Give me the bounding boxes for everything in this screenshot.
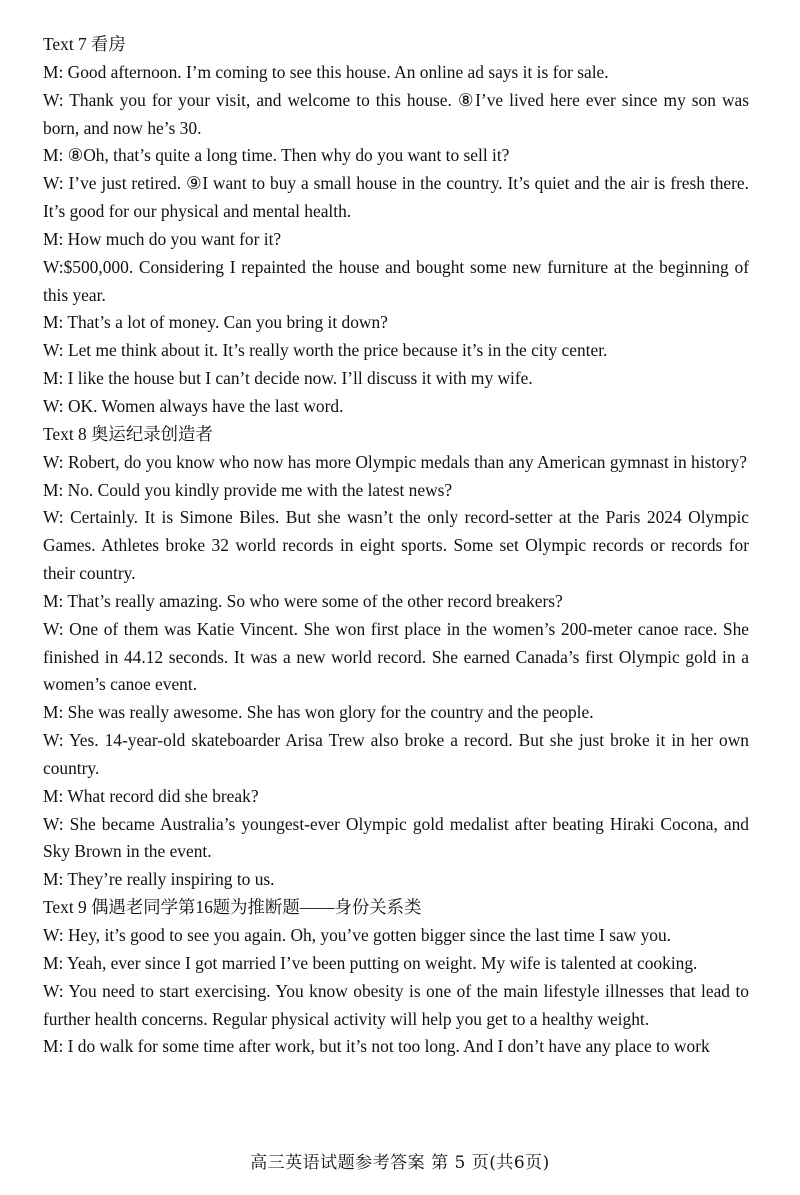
dialogue-line: M: ⑧Oh, that’s quite a long time. Then why do you want to sell it? bbox=[43, 145, 510, 166]
dialogue-line: M: That’s really amazing. So who were some of the other record breakers? bbox=[43, 590, 563, 611]
listening-transcript bbox=[43, 31, 749, 1061]
dialogue-line: M: They’re really inspiring to us. bbox=[43, 869, 275, 890]
dialogue-line: M: Yeah, ever since I got married I’ve been putting on weight. My wife is talented at cooking. bbox=[43, 952, 698, 973]
dialogue-line: M: What record did she break? bbox=[43, 785, 259, 806]
dialogue-line: W: OK. Women always have the last word. bbox=[43, 395, 344, 416]
dialogue-line: W: One of them was Katie Vincent. She won first place in the women’s 200-meter canoe race. She finished in 44.12 seconds. It was a new world record. She earned Canada’s first Olympic gold in a women’s canoe event. bbox=[43, 618, 749, 695]
dialogue-line: M: She was really awesome. She has won glory for the country and the people. bbox=[43, 702, 594, 723]
dialogue-line: W: Let me think about it. It’s really worth the price because it’s in the city center. bbox=[43, 340, 608, 361]
dialogue-line: W: She became Australia’s youngest-ever Olympic gold medalist after beating Hiraki Cocona, and Sky Brown in the event. bbox=[43, 813, 749, 862]
dialogue-line: W: Yes. 14-year-old skateboarder Arisa Trew also broke a record. But she just broke it in her own country. bbox=[43, 730, 749, 778]
dialogue-line: M: That’s a lot of money. Can you bring it down? bbox=[43, 312, 388, 333]
dialogue-line: W: You need to start exercising. You know obesity is one of the main lifestyle illnesses that lead to further health concerns. Regular physical activity will help you get to a healthy weight. bbox=[43, 980, 749, 1029]
dialogue-line: W: Robert, do you know who now has more Olympic medals than any American gymnast in history? bbox=[43, 451, 748, 472]
dialogue-line: W: I’ve just retired. ⑨I want to buy a small house in the country. It’s quiet and the air is fresh there. It’s good for our physical and mental health. bbox=[43, 173, 749, 222]
dialogue-line: W: Hey, it’s good to see you again. Oh, you’ve gotten bigger since the last time I saw you. bbox=[43, 925, 672, 945]
dialogue-line: W: Certainly. It is Simone Biles. But she wasn’t the only record-setter at the Paris 2024 Olympic Games. Athletes broke 32 world records in eight sports. Some set Olympic records or records for their country. bbox=[43, 507, 749, 584]
dialogue-line: M: Good afternoon. I’m coming to see this house. An online ad says it is for sale. bbox=[43, 61, 609, 82]
text7-heading: Text 7 看房 bbox=[43, 34, 126, 54]
dialogue-line: W:$500,000. Considering I repainted the house and bought some new furniture at the beginning of this year. bbox=[43, 256, 749, 305]
text8-heading: Text 8 奥运纪录创造者 bbox=[43, 423, 213, 444]
page-footer: 高三英语试题参考答案 第 5 页(共6页) bbox=[250, 1153, 550, 1173]
dialogue-line: M: How much do you want for it? bbox=[43, 228, 282, 249]
dialogue-line: M: No. Could you kindly provide me with the latest news? bbox=[43, 479, 453, 500]
text9-heading: Text 9 偶遇老同学第16题为推断题——身份关系类 bbox=[43, 897, 422, 918]
dialogue-line: M: I do walk for some time after work, but it’s not too long. And I don’t have any place to work bbox=[43, 1036, 710, 1057]
dialogue-line: W: Thank you for your visit, and welcome to this house. ⑧I’ve lived here ever since my son was born, and now he’s 30. bbox=[43, 89, 749, 138]
dialogue-line: M: I like the house but I can’t decide now. I’ll discuss it with my wife. bbox=[43, 368, 533, 389]
